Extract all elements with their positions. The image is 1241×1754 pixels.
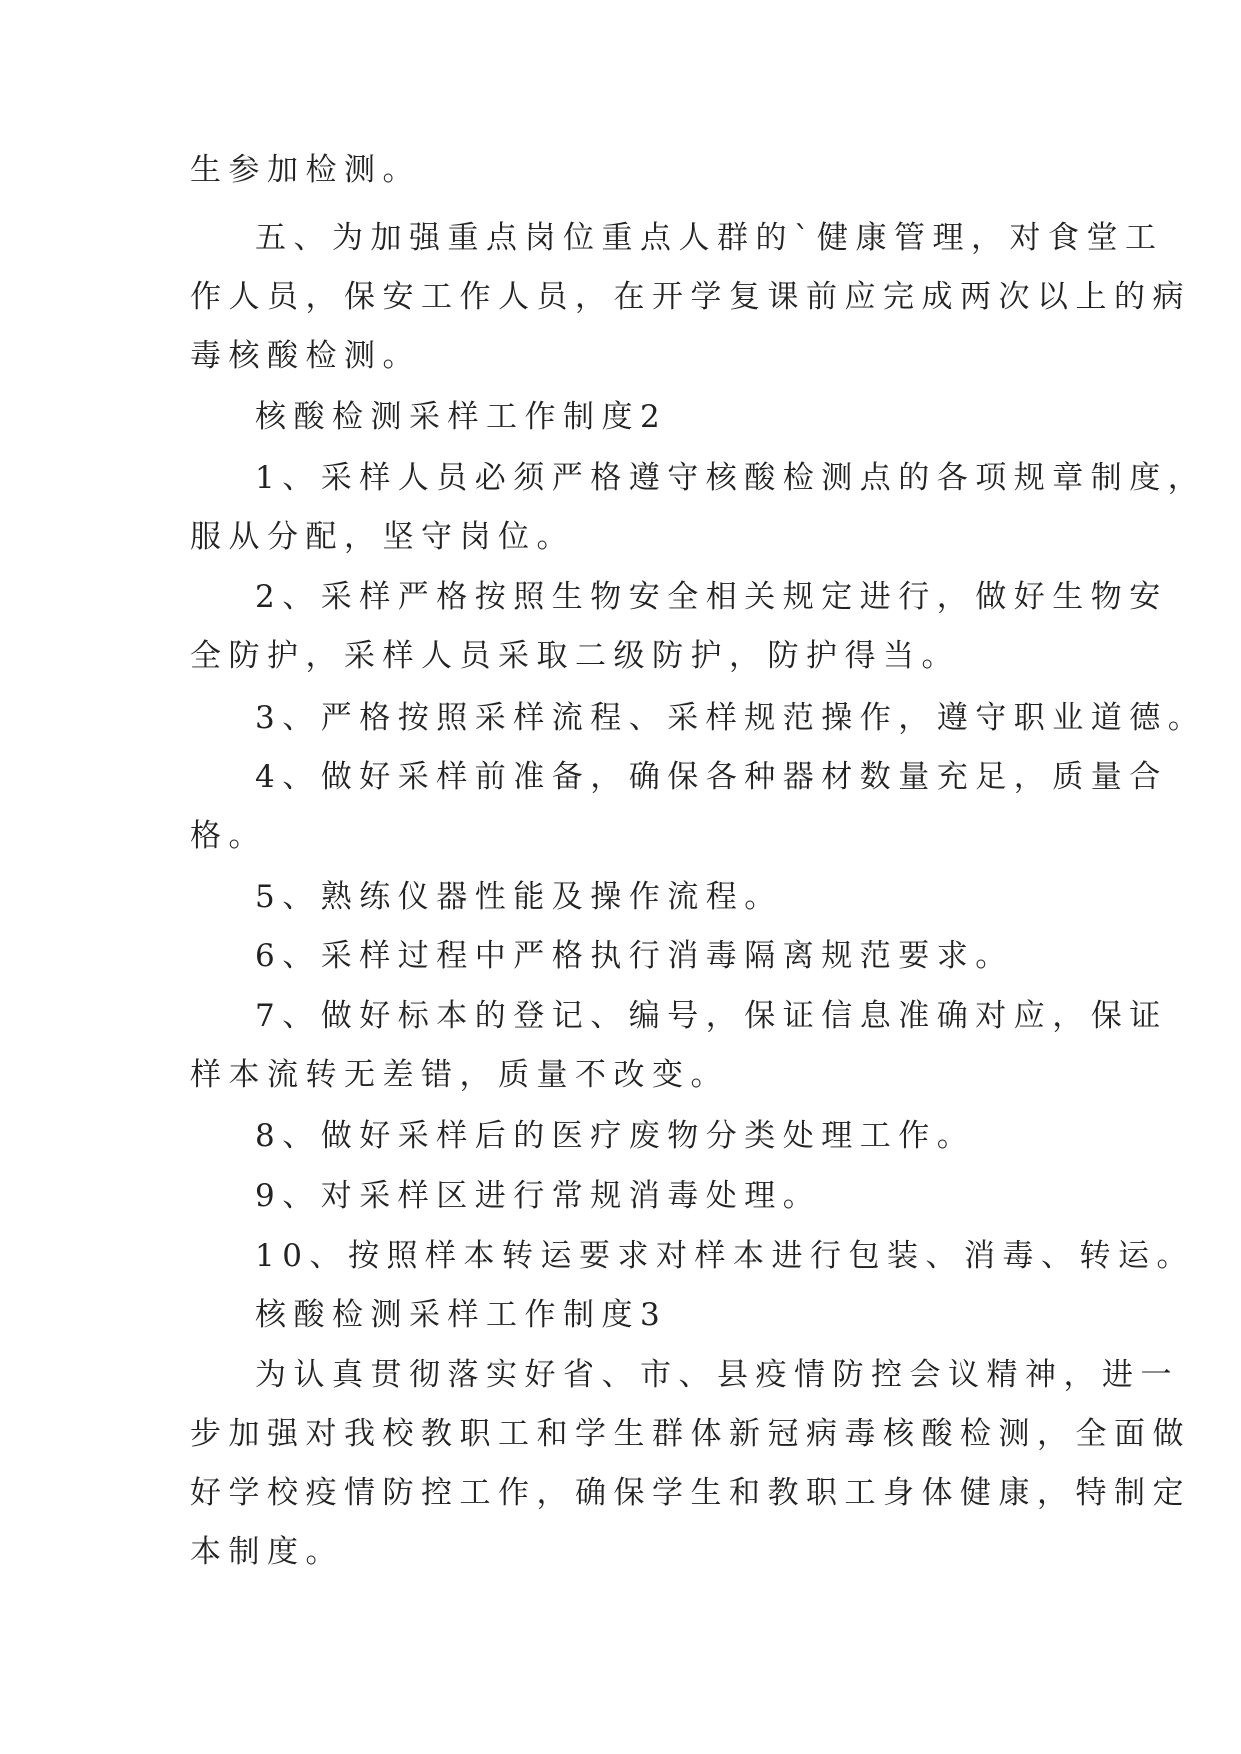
text-line: 好学校疫情防控工作，确保学生和教职工身体健康，特制定 bbox=[190, 1475, 1191, 1511]
text-line: 为认真贯彻落实好省、市、县疫情防控会议精神，进一 bbox=[255, 1357, 1179, 1393]
text-line: 毒核酸检测。 bbox=[190, 338, 421, 374]
text-line: 全防护，采样人员采取二级防护，防护得当。 bbox=[190, 638, 960, 674]
text-line: 5、熟练仪器性能及操作流程。 bbox=[255, 879, 783, 915]
text-line: 格。 bbox=[190, 818, 267, 854]
text-line: 样本流转无差错，质量不改变。 bbox=[190, 1057, 729, 1093]
text-line: 9、对采样区进行常规消毒处理。 bbox=[255, 1178, 822, 1214]
section-heading: 核酸检测采样工作制度3 bbox=[255, 1297, 668, 1333]
text-line: 服从分配，坚守岗位。 bbox=[190, 519, 575, 555]
text-line: 10、按照样本转运要求对样本进行包装、消毒、转运。 bbox=[255, 1238, 1195, 1274]
text-line: 本制度。 bbox=[190, 1534, 344, 1570]
text-line: 五、为加强重点岗位重点人群的`健康管理，对食堂工 bbox=[255, 220, 1164, 256]
text-line: 8、做好采样后的医疗废物分类处理工作。 bbox=[255, 1118, 976, 1154]
text-line: 生参加检测。 bbox=[190, 152, 421, 188]
text-line: 7、做好标本的登记、编号，保证信息准确对应，保证 bbox=[255, 998, 1168, 1034]
text-line: 1、采样人员必须严格遵守核酸检测点的各项规章制度， bbox=[255, 460, 1207, 496]
text-line: 步加强对我校教职工和学生群体新冠病毒核酸检测，全面做 bbox=[190, 1416, 1191, 1452]
text-line: 作人员，保安工作人员，在开学复课前应完成两次以上的病 bbox=[190, 279, 1191, 315]
text-line: 3、严格按照采样流程、采样规范操作，遵守职业道德。 bbox=[255, 700, 1207, 736]
text-line: 4、做好采样前准备，确保各种器材数量充足，质量合 bbox=[255, 759, 1168, 795]
section-heading: 核酸检测采样工作制度2 bbox=[255, 399, 668, 435]
text-line: 2、采样严格按照生物安全相关规定进行，做好生物安 bbox=[255, 579, 1168, 615]
text-line: 6、采样过程中严格执行消毒隔离规范要求。 bbox=[255, 938, 1014, 974]
